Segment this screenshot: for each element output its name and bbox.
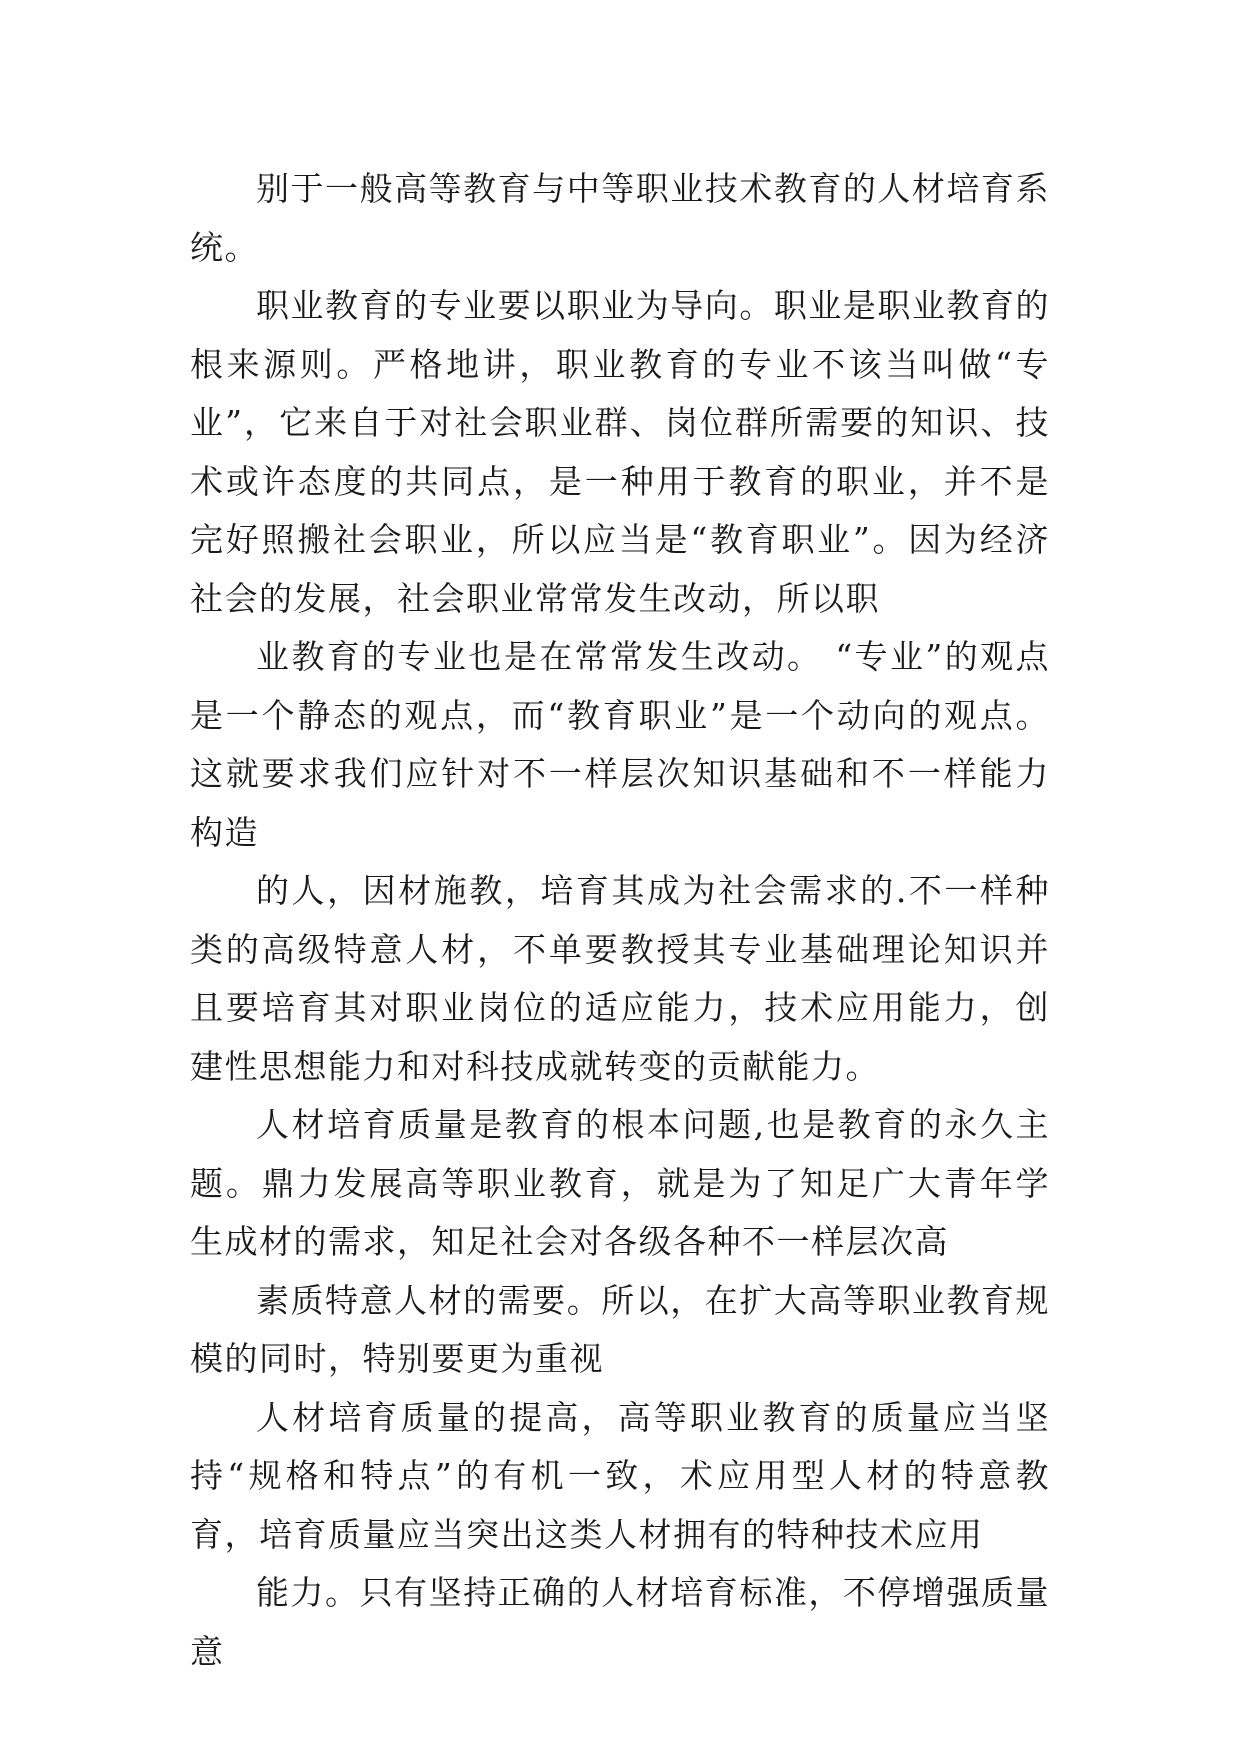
paragraph-5: 人材培育质量是教育的根本问题,也是教育的永久主题。鼎力发展高等职业教育，就是为了知足广大青年学生成材的需求，知足社会对各级各种不一样层次高 — [190, 1105, 1050, 1261]
paragraph-7: 人材培育质量的提高，高等职业教育的质量应当坚持“规格和特点”的有机一致，术应用型人材的特意教育，培育质量应当突出这类人材拥有的特种技术应用 — [190, 1397, 1050, 1554]
paragraph-4: 的人，因材施教，培育其成为社会需求的.不一样种类的高级特意人材，不单要教授其专业基础理论知识并且要培育其对职业岗位的适应能力，技术应用能力，创建性思想能力和对科技成就转变的贡献能力。 — [190, 871, 1050, 1086]
paragraph-2: 职业教育的专业要以职业为导向。职业是职业教育的根来源则。严格地讲，职业教育的专业不该当叫做“专业”，它来自于对社会职业群、岗位群所需要的知识、技术或许态度的共同点，是一种用于教育的职业，并不是完好照搬社会职业，所以应当是“教育职业”。因为经济社会的发展，社会职业常常发生改动，所以职 — [190, 286, 1050, 618]
paragraph-3: 业教育的专业也是在常常发生改动。 “专业”的观点是一个静态的观点，而“教育职业”是一个动向的观点。这就要求我们应针对不一样层次知识基础和不一样能力构造 — [190, 637, 1050, 852]
paragraph-8: 能力。只有坚持正确的人材培育标准，不停增强质量意 — [190, 1573, 1050, 1671]
paragraph-1: 别于一般高等教育与中等职业技术教育的人材培育系统。 — [190, 169, 1050, 267]
paragraph-6: 素质特意人材的需要。所以，在扩大高等职业教育规模的同时，特别要更为重视 — [190, 1280, 1050, 1378]
document-body — [190, 160, 1050, 1681]
